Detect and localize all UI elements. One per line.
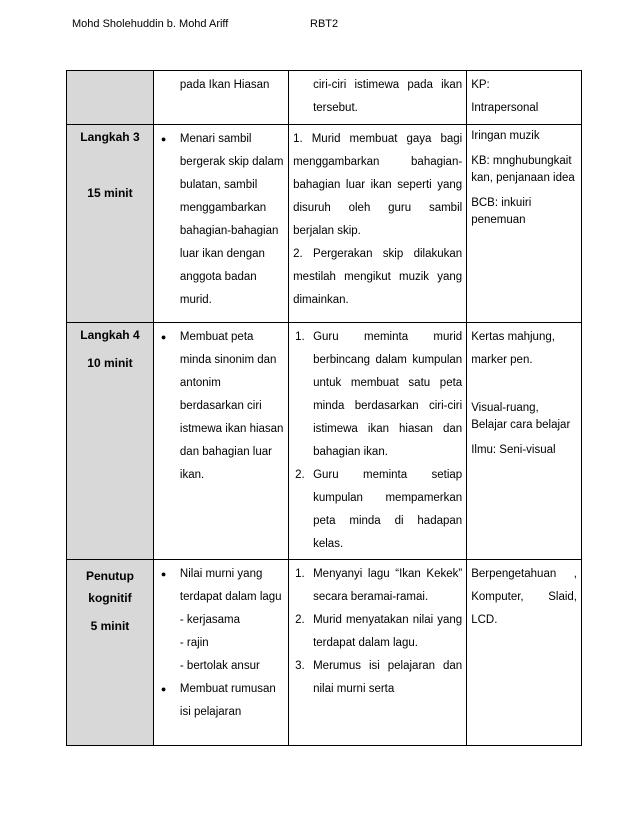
step-cell xyxy=(67,560,154,746)
step-number: 2. xyxy=(295,614,305,626)
header-code: RBT2 xyxy=(310,18,339,30)
procedure-step xyxy=(293,609,462,655)
lesson-plan-table xyxy=(66,70,582,746)
procedure-cell xyxy=(289,323,467,560)
step-label: Penutup xyxy=(85,569,134,583)
step-text: Menyanyi lagu “Ikan Kekek” secara beramai-ramai. xyxy=(313,568,463,603)
step-number: 1. xyxy=(295,331,305,343)
activity-text: pada Ikan Hiasan xyxy=(179,79,270,91)
table-row xyxy=(67,125,582,323)
notes-text: KB: mnghubungkaitkan, penjanaan idea xyxy=(471,155,575,184)
header-author: Mohd Sholehuddin b. Mohd Ariff xyxy=(72,18,229,30)
step-cell xyxy=(67,323,154,560)
step-text: Murid menyatakan nilai yang terdapat dalam lagu. xyxy=(313,614,463,649)
step-text: Guru meminta setiap kumpulan mempamerkan peta minda di hadapan kelas. xyxy=(313,469,463,550)
notes-text: Ilmu: Seni-visual xyxy=(471,444,556,456)
notes-text: BCB: inkuiri penemuan xyxy=(471,197,532,226)
activity-cell xyxy=(153,560,288,746)
notes-text: Berpengetahuan , Komputer, Slaid, LCD. xyxy=(471,568,577,626)
procedure-step: 2. Pergerakan skip dilakukan mestilah mengikut muzik yang dimainkan. xyxy=(293,248,463,306)
step-duration: 10 minit xyxy=(87,356,133,370)
activity-bullet: ● Membuat peta minda sinonim dan antonim berdasarkan ciri istmewa ikan hiasan dan bahagian luar ikan. xyxy=(158,326,284,487)
step-number: 1. xyxy=(295,568,305,580)
table-row xyxy=(67,560,582,746)
step-duration: 15 minit xyxy=(87,186,133,200)
step-label: Langkah 3 xyxy=(80,130,140,144)
activity-cell xyxy=(153,71,288,125)
activity-bullet: ● Nilai murni yang terdapat dalam lagu xyxy=(158,563,284,609)
activity-bullet: ● Membuat rumusan isi pelajaran xyxy=(158,678,284,724)
procedure-step xyxy=(293,464,462,556)
notes-cell xyxy=(467,125,582,323)
step-number: 2. xyxy=(295,469,305,481)
step-cell xyxy=(67,71,154,125)
notes-text: Intrapersonal xyxy=(471,102,539,114)
step-text: Guru meminta murid berbincang dalam kumpulan untuk membuat satu peta minda berdasarkan ciri-ciri istimewa ikan hiasan dan bahagian ikan. xyxy=(313,331,463,458)
procedure-cell xyxy=(289,125,467,323)
notes-text: KP: xyxy=(471,79,490,91)
table-row xyxy=(67,71,582,125)
notes-text: Iringan muzik xyxy=(471,130,540,142)
procedure-step xyxy=(293,563,462,609)
procedure-step xyxy=(293,326,462,464)
step-cell xyxy=(67,125,154,323)
notes-cell xyxy=(467,71,582,125)
activity-cell xyxy=(153,125,288,323)
table-row xyxy=(67,323,582,560)
procedure-text: ciri-ciri istimewa pada ikan tersebut. xyxy=(313,79,463,114)
procedure-step xyxy=(293,655,462,701)
step-label: Langkah 4 xyxy=(80,328,140,342)
notes-cell xyxy=(467,560,582,746)
notes-text: Visual-ruang, Belajar cara belajar xyxy=(471,402,571,431)
notes-text: Kertas mahjung, marker pen. xyxy=(471,331,555,366)
value-item: - rajin xyxy=(179,637,209,649)
value-item: - bertolak ansur xyxy=(179,660,260,672)
step-text: Merumus isi pelajaran dan nilai murni serta xyxy=(313,660,463,695)
value-item: - kerjasama xyxy=(179,614,240,626)
notes-cell xyxy=(467,323,582,560)
step-duration: 5 minit xyxy=(90,619,130,633)
activity-bullet: ● Menari sambil bergerak skip dalam bulatan, sambil menggambarkan bahagian-bahagian luar ikan dengan anggota badan murid. xyxy=(158,128,284,312)
procedure-cell xyxy=(289,71,467,125)
step-label: kognitif xyxy=(88,591,132,605)
step-number: 3. xyxy=(295,660,305,672)
activity-cell xyxy=(153,323,288,560)
procedure-cell xyxy=(289,560,467,746)
procedure-step: 1. Murid membuat gaya bagi menggambarkan bahagian-bahagian luar ikan seperti yang disuruh oleh guru sambil berjalan skip. xyxy=(293,133,463,237)
